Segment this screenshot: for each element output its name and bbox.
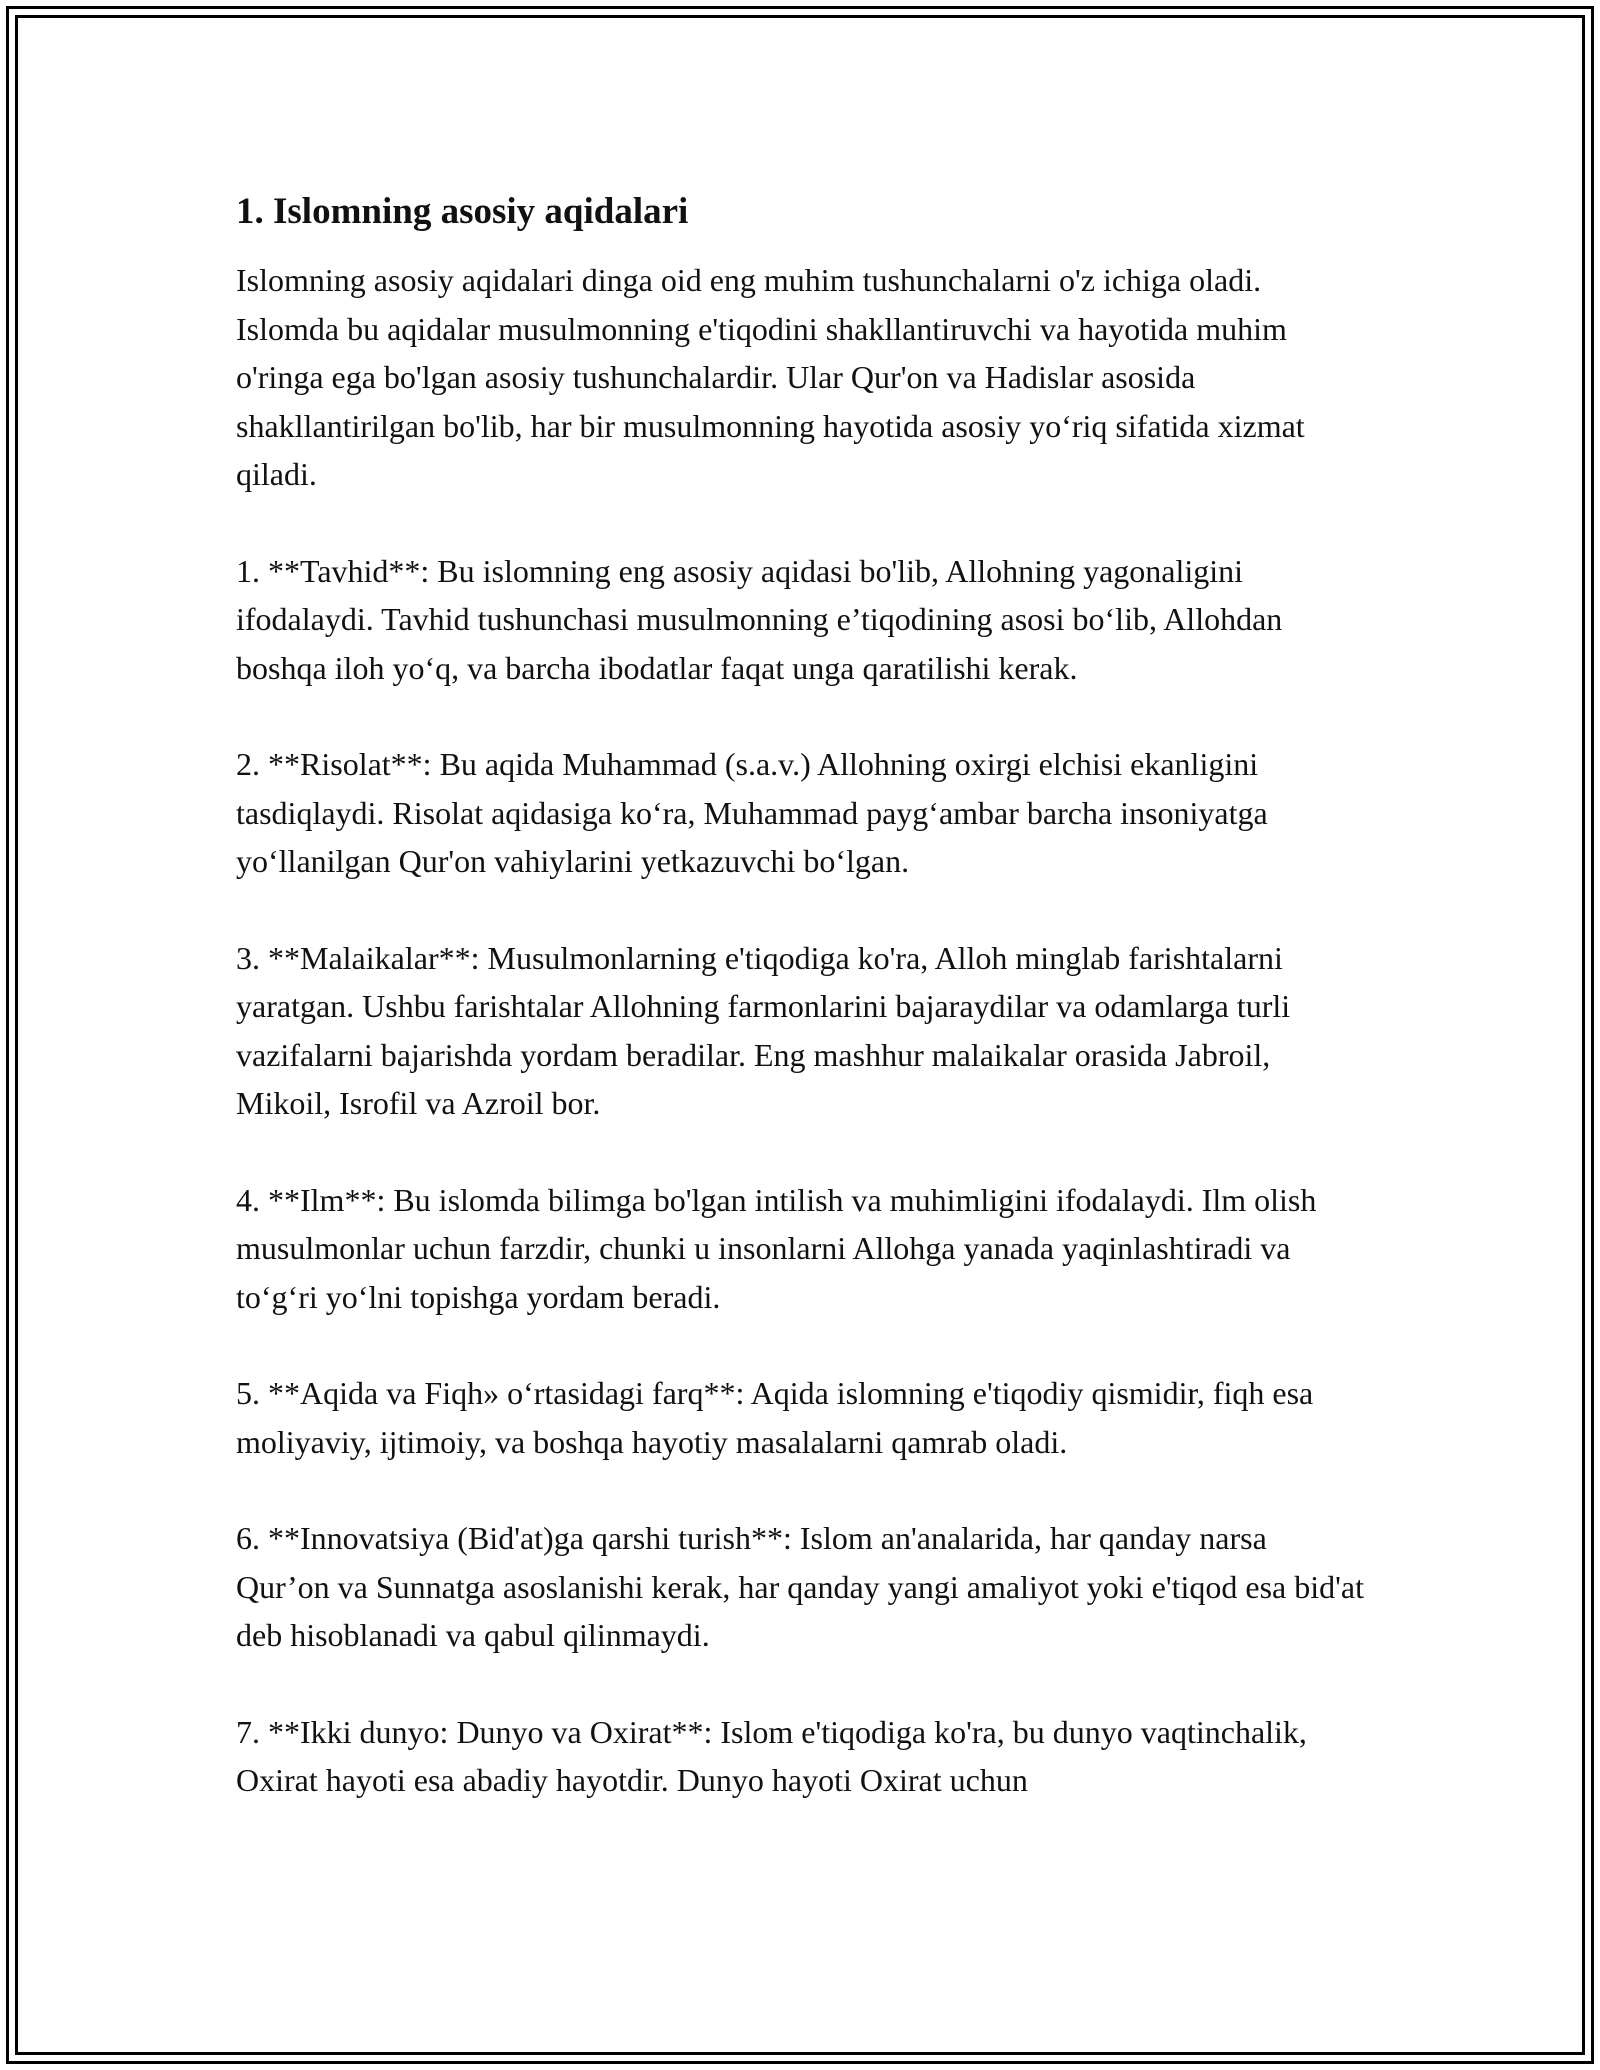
paragraph-risolat: 2. **Risolat**: Bu aqida Muhammad (s.a.v.) Allohning oxirgi elchisi ekanligini tasdiqlaydi. Risolat aqidasiga ko‘ra, Muhammad payg‘ambar barcha insoniyatga yo‘llanilgan Qur'on vahiylarini yetkazuvchi bo‘lgan. [236, 746, 1268, 879]
paragraph-aqida-fiqh: 5. **Aqida va Fiqh» o‘rtasidagi farq**: Aqida islomning e'tiqodiy qismidir, fiqh esa moliyaviy, ijtimoiy, va boshqa hayotiy masalalarni qamrab oladi. [236, 1375, 1314, 1460]
paragraph-bidat: 6. **Innovatsiya (Bid'at)ga qarshi turish**: Islom an'analarida, har qanday narsa Qur’on va Sunnatga asoslanishi kerak, har qanday yangi amaliyot yoki e'tiqod esa bid'at deb hisoblanadi va qabul qilinmaydi. [236, 1520, 1364, 1653]
paragraph-ilm: 4. **Ilm**: Bu islomda bilimga bo'lgan intilish va muhimligini ifodalaydi. Ilm olish musulmonlar uchun farzdir, chunki u insonlarni Allohga yanada yaqinlashtiradi va to‘g‘ri yo‘lni topishga yordam beradi. [236, 1181, 1317, 1315]
paragraph-ikki-dunyo: 7. **Ikki dunyo: Dunyo va Oxirat**: Islom e'tiqodiga ko'ra, bu dunyo vaqtinchalik, Oxirat hayoti esa abadiy hayotdir. Dunyo hayoti Oxirat uchun [236, 1713, 1307, 1798]
document-body [236, 186, 1366, 1853]
intro-paragraph: Islomning asosiy aqidalari dinga oid eng muhim tushunchalarni o'z ichiga oladi. Islomda bu aqidalar musulmonning e'tiqodini shakllantiruvchi va hayotida muhim o'ringa ega bo'lgan asosiy tushunchalardir. Ular Qur'on va Hadislar asosida shakllantirilgan bo'lib, har bir musulmonning hayotida asosiy yo‘riq sifatida xizmat qiladi. [236, 262, 1305, 492]
section-heading: 1. Islomning asosiy aqidalari [236, 191, 689, 232]
paragraph-malaikalar: 3. **Malaikalar**: Musulmonlarning e'tiqodiga ko'ra, Alloh minglab farishtalarni yaratgan. Ushbu farishtalar Allohning farmonlarini bajaraydilar va odamlarga turli vazifalarni bajarishda yordam beradilar. Eng mashhur malaikalar orasida Jabroil, Mikoil, Isrofil va Azroil bor. [236, 939, 1291, 1121]
paragraph-tavhid: 1. **Tavhid**: Bu islomning eng asosiy aqidasi bo'lib, Allohning yagonaligini ifodalaydi. Tavhid tushunchasi musulmonning e’tiqodining asosi bo‘lib, Allohdan boshqa iloh yo‘q, va barcha ibodatlar faqat unga qaratilishi kerak. [236, 552, 1283, 686]
